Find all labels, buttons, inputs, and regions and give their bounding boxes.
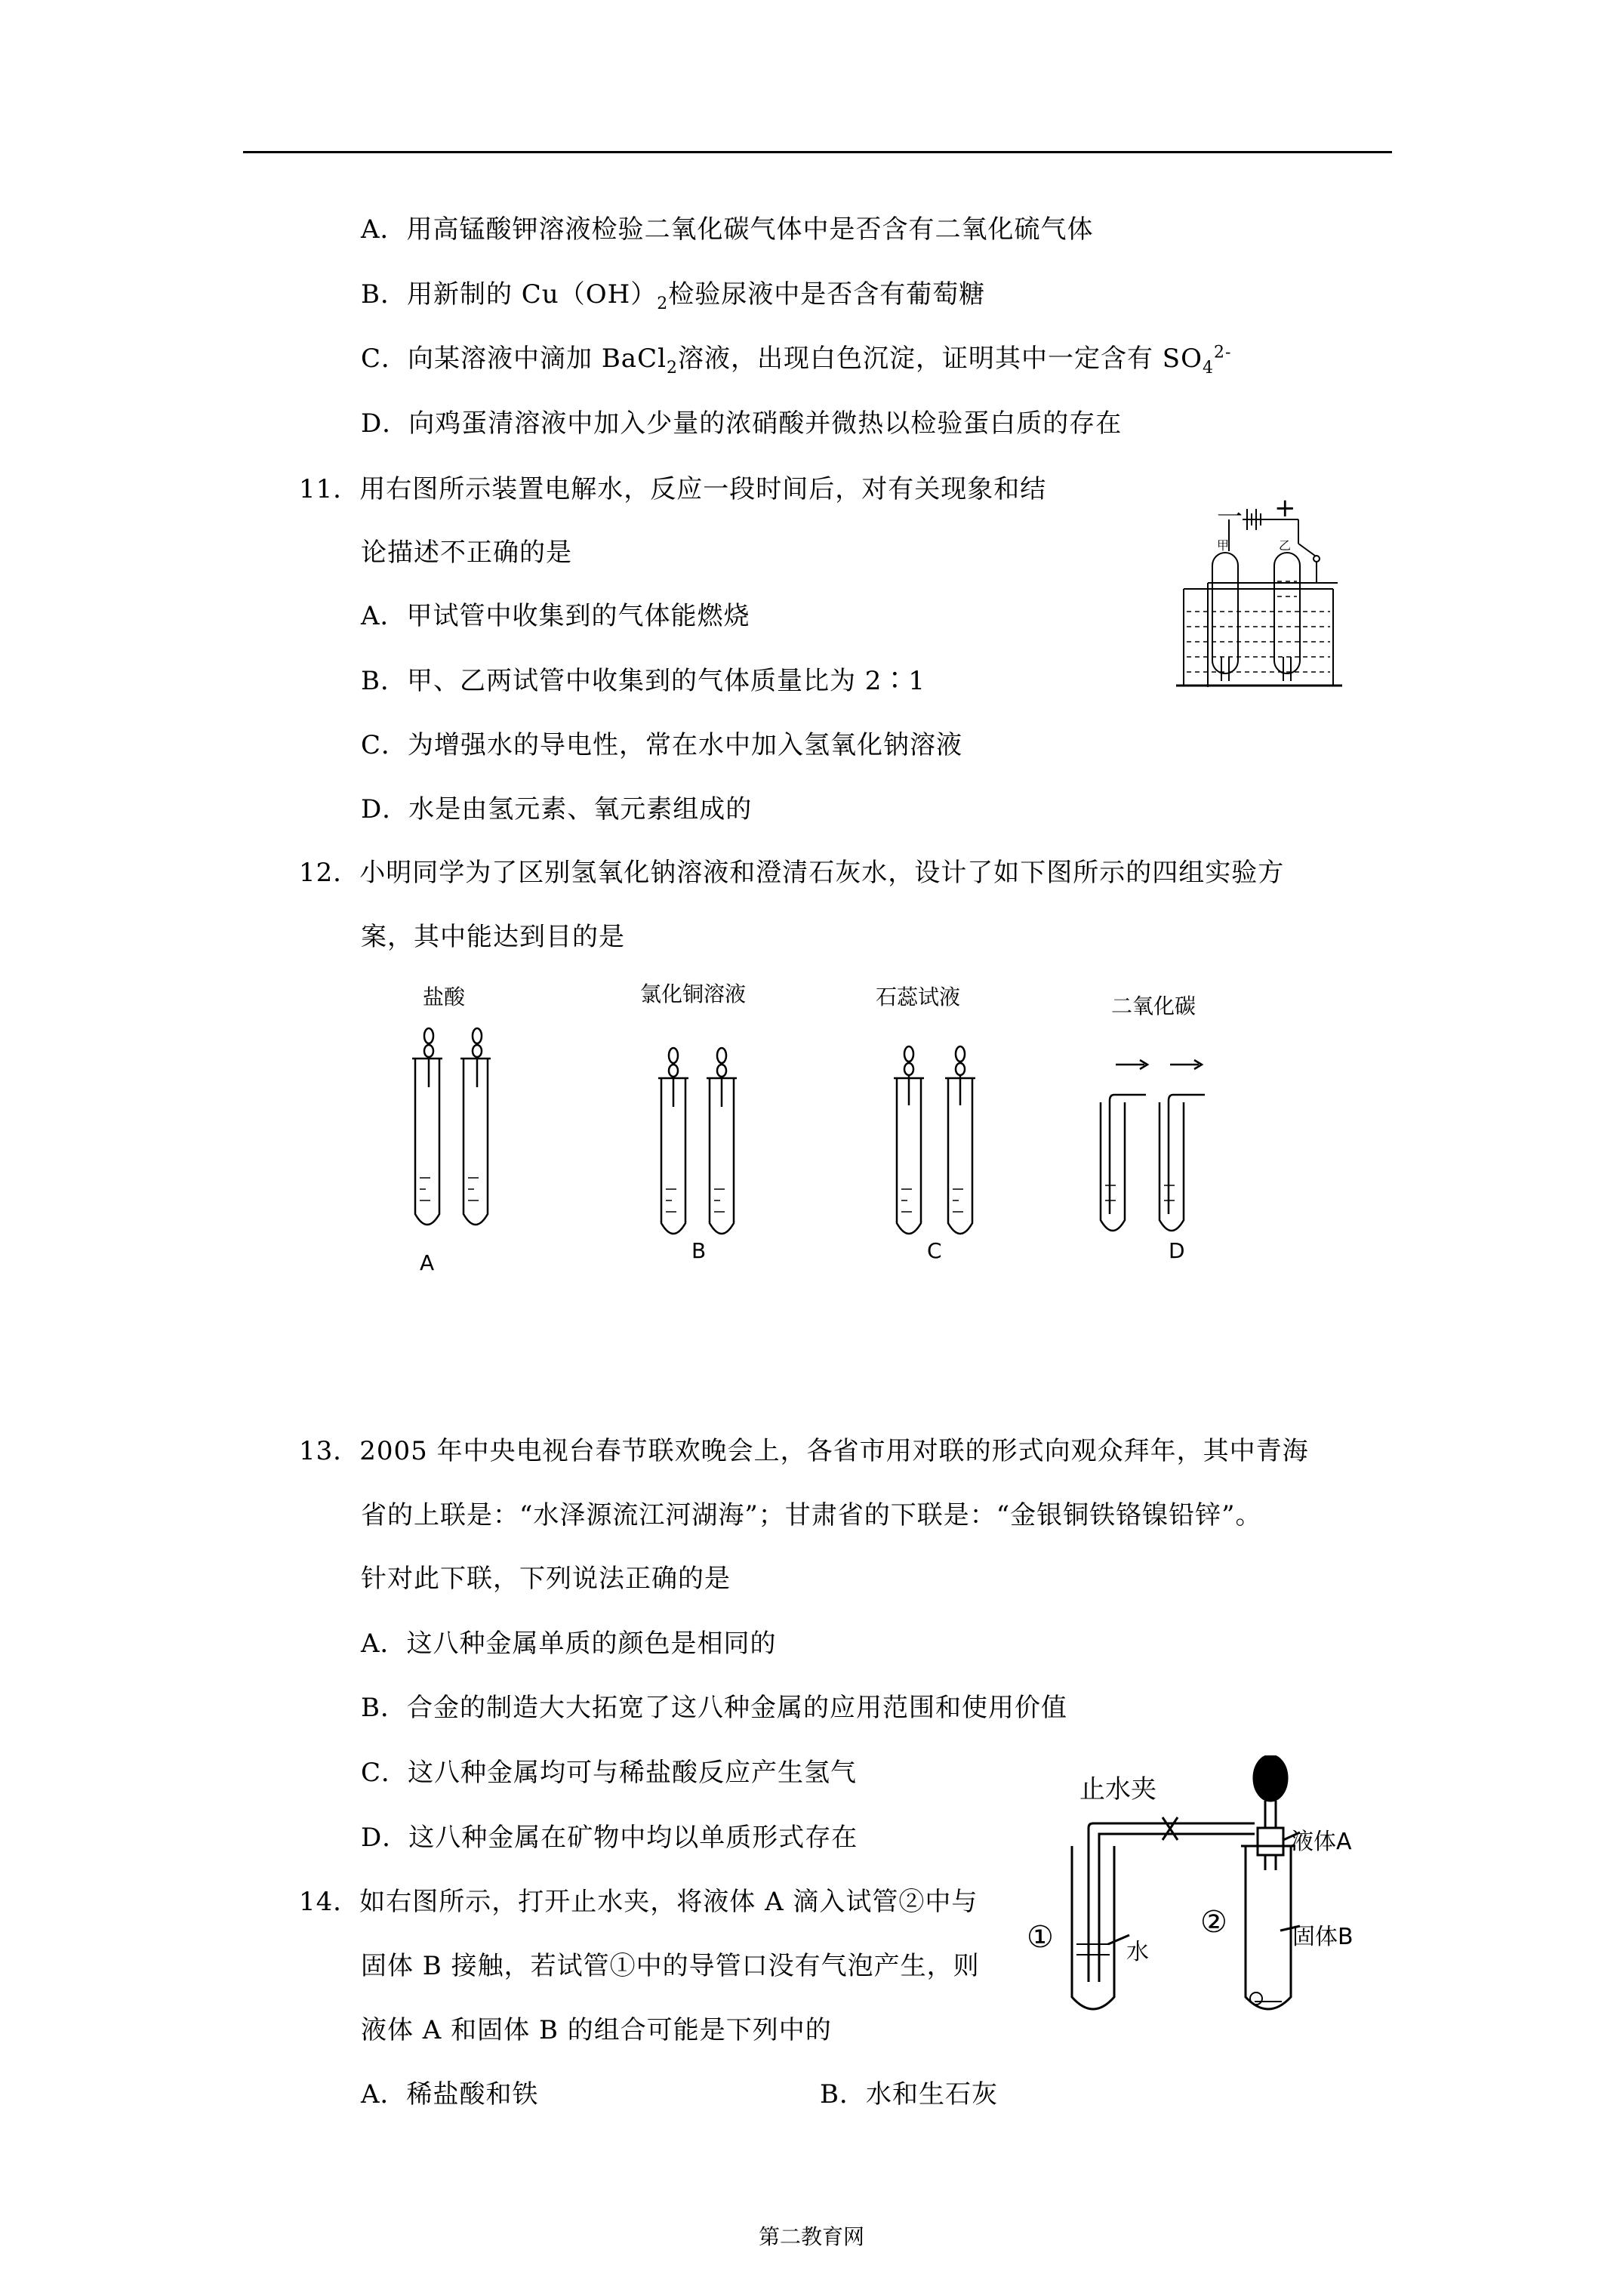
solid-b-label: 固体B xyxy=(1292,1924,1354,1950)
q11-option-a: A．甲试管中收集到的气体能燃烧 xyxy=(361,601,750,631)
q13-stem-line1: 13．2005 年中央电视台春节联欢晚会上，各省市用对联的形式向观众拜年，其中青海 xyxy=(299,1436,1309,1466)
q14-option-a: A．稀盐酸和铁 xyxy=(361,2079,539,2110)
q11-option-d: D．水是由氢元素、氧元素组成的 xyxy=(361,794,753,824)
q10-option-c: C．向某溶液中滴加 BaCl$_2$溶液，出现白色沉淀，证明其中一定含有 $SO_4^{2-}$ xyxy=(361,343,1232,378)
q14-stem-line2: 固体 B 接触，若试管①中的导管口没有气泡产生，则 xyxy=(361,1951,980,1981)
reagent-label-c: 石蕊试液 xyxy=(876,985,961,1009)
group-letter-c: C xyxy=(927,1238,942,1263)
liquid-a-label: 液体A xyxy=(1291,1829,1352,1855)
q12-stem-line1: 12．小明同学为了区别氢氧化钠溶液和澄清石灰水，设计了如下图所示的四组实验方 xyxy=(299,858,1285,888)
q14-stem-line3: 液体 A 和固体 B 的组合可能是下列中的 xyxy=(361,2015,832,2045)
q10-option-a: A．用高锰酸钾溶液检验二氧化碳气体中是否含有二氧化硫气体 xyxy=(361,214,1094,245)
reagent-label-a: 盐酸 xyxy=(423,985,466,1009)
q12-stem-line2: 案，其中能达到目的是 xyxy=(361,922,625,952)
apparatus-diagram xyxy=(1019,1755,1381,2027)
water-label: 水 xyxy=(1126,1939,1149,1965)
electrolysis-diagram xyxy=(1172,483,1353,695)
clamp-label: 止水夹 xyxy=(1079,1774,1156,1804)
header-rule xyxy=(243,151,1392,153)
group-letter-a: A xyxy=(420,1250,435,1275)
q14-stem-line1: 14．如右图所示，打开止水夹，将液体 A 滴入试管②中与 xyxy=(299,1887,978,1917)
reagent-label-d: 二氧化碳 xyxy=(1111,994,1196,1019)
reagent-label-b: 氯化铜溶液 xyxy=(640,982,747,1006)
q12-experiment-figure xyxy=(393,974,1261,1276)
page-footer: 第二教育网 xyxy=(758,2224,864,2249)
q14-option-b: B．水和生石灰 xyxy=(820,2079,998,2110)
q13-option-c: C．这八种金属均可与稀盐酸反应产生氢气 xyxy=(361,1758,858,1788)
battery-plus-label: + xyxy=(1274,493,1296,523)
group-letter-d: D xyxy=(1169,1238,1185,1263)
battery-minus-label: 一 xyxy=(1217,502,1243,532)
q11-stem-line2: 论描述不正确的是 xyxy=(361,538,572,568)
q10-option-d: D．向鸡蛋清溶液中加入少量的浓硝酸并微热以检验蛋白质的存在 xyxy=(361,408,1123,439)
test-tube-diagram xyxy=(393,974,1261,1276)
tube-label-jia: 甲 xyxy=(1217,538,1230,553)
q11-stem-line1: 11．用右图所示装置电解水，反应一段时间后，对有关现象和结 xyxy=(299,474,1047,504)
q11-option-c: C．为增强水的导电性，常在水中加入氢氧化钠溶液 xyxy=(361,730,963,760)
tube-2-label: ② xyxy=(1200,1905,1227,1940)
q13-stem-line3: 针对此下联，下列说法正确的是 xyxy=(361,1564,731,1594)
group-letter-b: B xyxy=(691,1238,707,1263)
q13-option-a: A．这八种金属单质的颜色是相同的 xyxy=(361,1629,777,1659)
q13-stem-line2: 省的上联是：“水泽源流江河湖海”；甘肃省的下联是：“金银铜铁铬镍铅锌”。 xyxy=(361,1500,1262,1530)
q11-option-b: B．甲、乙两试管中收集到的气体质量比为 2∶1 xyxy=(361,666,926,696)
q14-apparatus-figure xyxy=(1019,1755,1381,2027)
tube-1-label: ① xyxy=(1027,1920,1054,1955)
q10-option-b: B．用新制的 $Cu(OH)_2$检验尿液中是否含有葡萄糖 xyxy=(361,279,986,313)
q13-option-b: B．合金的制造大大拓宽了这八种金属的应用范围和使用价值 xyxy=(361,1693,1067,1723)
tube-label-yi: 乙 xyxy=(1279,538,1292,553)
electrolysis-figure xyxy=(1172,483,1353,695)
q13-option-d: D．这八种金属在矿物中均以单质形式存在 xyxy=(361,1823,858,1853)
